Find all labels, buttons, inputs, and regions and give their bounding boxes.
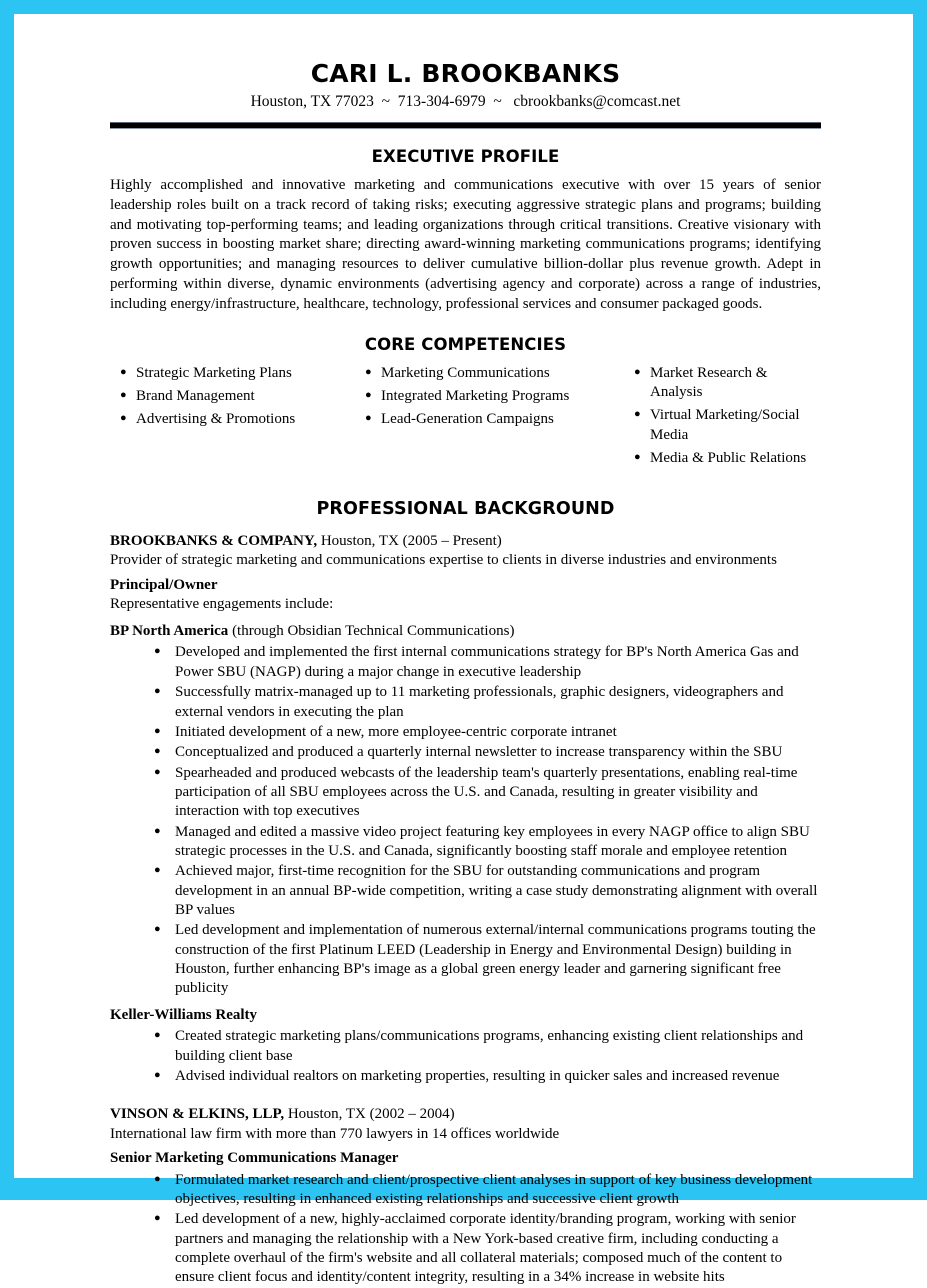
job-entry [110, 1105, 821, 1288]
bullet-text: Created strategic marketing plans/communications programs, enhancing existing client relationships and building client base [175, 1028, 804, 1064]
resume-header [110, 60, 821, 129]
bullet-dot-icon: ● [365, 412, 372, 425]
competency-label: Marketing Communications [381, 365, 550, 382]
bullet-dot-icon: ● [365, 389, 372, 402]
competency-label: Brand Management [136, 388, 255, 405]
section-executive-profile [110, 147, 821, 315]
list-item [110, 921, 821, 998]
bullet-dot-icon: ● [120, 366, 127, 379]
competency-label: Advertising & Promotions [136, 411, 296, 428]
header-divider-rule [110, 122, 821, 129]
bullet-dot-icon: ● [154, 1212, 161, 1225]
list-item [110, 743, 821, 762]
job-location-dates: Houston, TX (2002 – 2004) [284, 1106, 455, 1123]
bullet-text: Conceptualized and produced a quarterly internal newsletter to increase transparency within the SBU [175, 744, 783, 761]
section-core-competencies [110, 335, 821, 472]
bullet-dot-icon: ● [154, 685, 161, 698]
core-competencies-heading: CORE COMPETENCIES [364, 335, 567, 355]
bullet-dot-icon: ● [634, 408, 641, 421]
list-item [110, 643, 821, 682]
competency-label: Strategic Marketing Plans [136, 365, 292, 382]
competency-item [120, 364, 365, 383]
candidate-contact-line: Houston, TX 77023 ~ 713-304-6979 ~ cbrookbanks@comcast.net [250, 92, 681, 110]
competency-column-2 [365, 364, 620, 472]
job-company-name: BROOKBANKS & COMPANY, [110, 532, 318, 549]
bullet-text: Successfully matrix-managed up to 11 marketing professionals, graphic designers, videographers and external vendors in executing the plan [175, 684, 784, 720]
bullet-text: Achieved major, first-time recognition for the SBU for outstanding communications and program development in an annual BP-wide competition, writing a case study demonstrating alignment with overall BP values [175, 863, 818, 918]
job-bullet-list [110, 1171, 821, 1288]
bullet-text: Led development and implementation of numerous external/internal communications programs touting the construction of the first Platinum LEED (Leadership in Energy and Environmental Design) building in Houston, further enhancing BP's image as a global green energy leader and garnering significant free publicity [175, 922, 816, 997]
competency-item [365, 410, 620, 429]
bullet-text: Led development of a new, highly-acclaimed corporate identity/branding program, working with senior partners and managing the relationship with a New York-based creative firm, including conducting a complete overhaul of the firm's website and all collateral materials; composed much of the content to ensure client focus and identity/content integrity, resulting in a 34% increase in website hits [175, 1211, 796, 1286]
bullet-dot-icon: ● [154, 1029, 161, 1042]
competency-item [634, 406, 821, 444]
list-item [110, 723, 821, 742]
client-heading [110, 622, 821, 642]
competency-item [120, 410, 365, 429]
bullet-dot-icon: ● [120, 412, 127, 425]
bullet-dot-icon: ● [365, 366, 372, 379]
list-item [110, 862, 821, 920]
bullet-text: Initiated development of a new, more employee-centric corporate intranet [175, 723, 617, 740]
list-item [110, 764, 821, 822]
bullet-dot-icon: ● [154, 824, 161, 837]
bullet-text: Advised individual realtors on marketing properties, resulting in quicker sales and increased revenue [175, 1067, 780, 1084]
list-item [110, 1171, 821, 1210]
job-description: International law firm with more than 770 lawyers in 14 offices worldwide [110, 1125, 560, 1142]
client-bullet-list [110, 1027, 821, 1086]
competency-item [634, 449, 821, 468]
competency-column-3 [620, 364, 821, 472]
bullet-dot-icon: ● [154, 724, 161, 737]
competency-item [634, 364, 821, 402]
competency-label: Lead-Generation Campaigns [381, 411, 554, 428]
bullet-dot-icon: ● [120, 389, 127, 402]
job-company-name: VINSON & ELKINS, LLP, [110, 1106, 285, 1123]
job-description: Provider of strategic marketing and communications expertise to clients in diverse industries and environments [110, 552, 777, 569]
bullet-dot-icon: ● [154, 765, 161, 778]
competency-label: Virtual Marketing/Social Media [650, 407, 800, 443]
client-name-note: (through Obsidian Technical Communications) [228, 622, 515, 639]
competency-column-1 [110, 364, 365, 472]
bullet-text: Managed and edited a massive video project featuring key employees in every NAGP office to align SBU strategic processes in the U.S. and Canada, significantly boosting staff morale and employee retention [175, 823, 810, 859]
bullet-dot-icon: ● [634, 450, 641, 463]
bullet-text: Developed and implemented the first internal communications strategy for BP's North America Gas and Power SBU (NAGP) during a major change in executive leadership [175, 644, 799, 680]
competency-item [365, 364, 620, 383]
executive-profile-body: Highly accomplished and innovative marketing and communications executive with over 15 years of senior leadership roles built on a track record of taking risks; executing aggressive strategic plans and programs; building and motivating top-performing teams; and leading organizations through critical transitions. Creative visionary with proven success in boosting market share; directing award-winning marketing communications programs; identifying growth opportunities; and managing resources to deliver cumulative billion-dollar plus revenue growth. Adept in performing within diverse, dynamic environments (advertising agency and corporate) across a range of industries, including energy/infrastructure, healthcare, technology, professional services and consumer packaged goods. [110, 176, 821, 313]
candidate-name: CARI L. BROOKBANKS [310, 59, 621, 88]
bullet-dot-icon: ● [154, 923, 161, 936]
competency-label: Market Research & Analysis [650, 365, 768, 401]
competency-label: Media & Public Relations [650, 449, 807, 466]
job-company-line [110, 1105, 821, 1125]
competency-item [365, 387, 620, 406]
bullet-text: Spearheaded and produced webcasts of the leadership team's quarterly presentations, enabling real-time participation of all SBU employees across the U.S. and Canada, resulting in greater visibility and interaction with top executives [175, 764, 798, 820]
list-item [110, 683, 821, 722]
list-item [110, 1210, 821, 1287]
bullet-dot-icon: ● [634, 366, 641, 379]
bullet-dot-icon: ● [154, 1172, 161, 1185]
executive-profile-heading: EXECUTIVE PROFILE [371, 146, 560, 166]
client-name: Keller-Williams Realty [110, 1006, 258, 1023]
client-heading [110, 1006, 821, 1026]
resume-page [14, 14, 913, 1286]
job-role-title: Principal/Owner [110, 576, 218, 593]
list-item [110, 1027, 821, 1066]
bullet-dot-icon: ● [154, 645, 161, 658]
bullet-dot-icon: ● [154, 1068, 161, 1081]
bullet-text: Formulated market research and client/prospective client analyses in support of key business development objectives, resulting in enhanced existing relationships and successive client growth [175, 1171, 813, 1208]
job-company-line [110, 532, 821, 552]
competency-item [120, 387, 365, 406]
list-item [110, 823, 821, 862]
job-role-title: Senior Marketing Communications Manager [110, 1150, 399, 1167]
list-item [110, 1067, 821, 1086]
professional-background-heading: PROFESSIONAL BACKGROUND [316, 498, 615, 519]
client-bullet-list [110, 643, 821, 998]
client-name: BP North America [110, 622, 229, 639]
bullet-dot-icon: ● [154, 864, 161, 877]
competency-label: Integrated Marketing Programs [381, 388, 570, 405]
core-competencies-grid [110, 364, 821, 472]
bullet-dot-icon: ● [154, 745, 161, 758]
section-professional-background [110, 499, 821, 1288]
section-spacer [110, 1087, 821, 1094]
job-location-dates: Houston, TX (2005 – Present) [317, 532, 502, 549]
job-engagements-note: Representative engagements include: [110, 596, 334, 613]
job-entry [110, 532, 821, 1086]
